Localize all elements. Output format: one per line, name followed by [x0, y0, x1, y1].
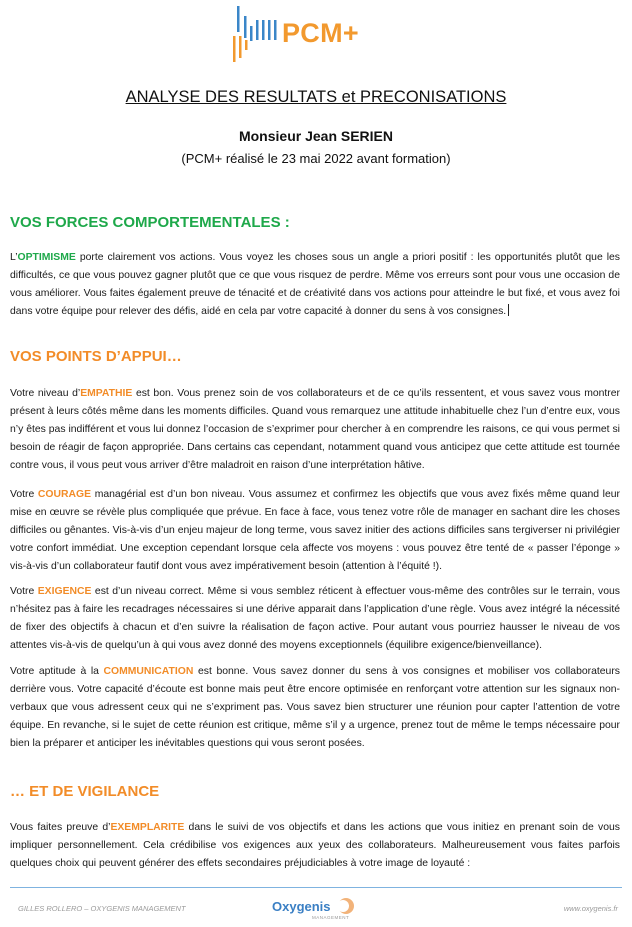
keyword-courage: COURAGE: [37, 489, 92, 500]
page-title: ANALYSE DES RESULTATS et PRECONISATIONS: [125, 88, 507, 106]
heading-points-appui: VOS POINTS D’APPUI…: [10, 348, 182, 365]
keyword-exemplarite: EXEMPLARITE: [110, 822, 185, 833]
paragraph-exemplarite: Vous faites preuve d’EXEMPLARITE dans le suivi de vos objectifs et dans les actions que vous initiez en prenant soin de vous impliquer personnellement. Cela crédibilise vos exigences aux yeux des collaborateurs. Malheureusement vous faites parfois quelques choix qui peuvent générer des effets secondaires préjudiciables à votre image de loyauté :: [10, 822, 620, 869]
paragraph-communication: Votre aptitude à la COMMUNICATION est bonne. Vous savez donner du sens à vos consignes et mobiliser vos collaborateurs derrière vous. Votre capacité d’écoute est bonne mais peut être encore optimisée en renforçant votre attention sur les signaux non-verbaux que vous adressent ceux qui ne s’expriment pas. Vous savez bien structurer une réunion pour capter l’attention de votre équipe. En revanche, si le sujet de cette réunion est critique, même s’il y a urgence, prenez tout de même le temps nécessaire pour bien la préparer et anticiper les inévitables questions qui vous seront posées.: [10, 666, 620, 749]
heading-forces: VOS FORCES COMPORTEMENTALES :: [10, 214, 290, 231]
paragraph-exigence: Votre EXIGENCE est d’un niveau correct. Même si vous semblez réticent à effectuer vous-même des contrôles sur le terrain, vous n’hésitez pas à faire les recadrages nécessaires si une dérive apparait dans l’application d’une règle. Vous avez intégré la nécessité de fixer des objectifs à chacun et d’en suivre la réalisation de façon active. Pour autant vous pourriez hausser le niveau de vos attentes vis-à-vis de quelqu’un à qui vous avez donné des moyens exceptionnels (équilibre exigence/bienveillance).: [10, 586, 620, 651]
footer-logo-subtext: MANAGEMENT: [312, 915, 350, 920]
pcm-logo-text: PCM+: [282, 18, 359, 48]
page-subtitle: (PCM+ réalisé le 23 mai 2022 avant formation): [181, 151, 451, 166]
text-cursor: [508, 304, 509, 316]
paragraph-optimisme: L’OPTIMISME porte clairement vos actions. Vous voyez les choses sous un angle a priori positif : les opportunités plutôt que les difficultés, ce que vous pouvez gagner plutôt que ce que vous risquez de perdre. Même vos erreurs sont pour vous une occasion de vous améliorer. Vous faites également preuve de ténacité et de créativité dans vos actions pour atteindre le but fixé, et vous avez foi dans votre équipe pour relever des défis, aidé en cela par votre capacité à donner du sens à vos consignes.: [10, 252, 620, 317]
footer-website: www.oxygenis.fr: [563, 904, 618, 913]
footer-author: GILLES ROLLERO – OXYGENIS MANAGEMENT: [18, 904, 186, 913]
person-name: Monsieur Jean SERIEN: [238, 128, 394, 144]
heading-vigilance: … ET DE VIGILANCE: [10, 783, 160, 800]
keyword-communication: COMMUNICATION: [103, 666, 194, 677]
footer-logo-text: Oxygenis: [272, 899, 331, 914]
footer-divider: [10, 887, 622, 888]
keyword-empathie: EMPATHIE: [80, 388, 133, 399]
keyword-optimisme: OPTIMISME: [17, 252, 76, 263]
paragraph-empathie: Votre niveau d’EMPATHIE est bon. Vous prenez soin de vos collaborateurs et de ce qu’ils ressentent, et vous savez vous montrer présent à leurs côtés même dans les moments difficiles. Quand vous remarquez une attitude inhabituelle chez l’un d’entre eux, vous n’y êtes pas indifférent et vous lui donnez l’occasion de s’exprimer pour chercher à en comprendre les raisons, ce qui vous permet si besoin de réagir de façon appropriée. Dans certains cas cependant, notamment quand vous anticipez que cette attitude est tournée contre vous, il vous peut vous arriver d’être maladroit en raison d’une interprétation hâtive.: [10, 388, 620, 471]
keyword-exigence: EXIGENCE: [37, 586, 92, 597]
paragraph-courage: Votre COURAGE managérial est d’un bon niveau. Vous assumez et confirmez les objectifs que vous avez fixés même quand leur mise en œuvre se révèle plus compliquée que prévue. En face à face, vous tenez votre rôle de manager en sachant dire les choses difficiles ou gênantes. Vis-à-vis d’un enjeu majeur de long terme, vous savez initier des actions difficiles sans tergiverser ni privilégier votre confort immédiat. Une exception cependant lorsque cela affecte vos moyens : vous pouvez être tenté de « passer l’éponge » vis-à-vis d’un collaborateur fautif dont vous avez impérativement besoin (attention à l’équité !).: [10, 489, 620, 572]
